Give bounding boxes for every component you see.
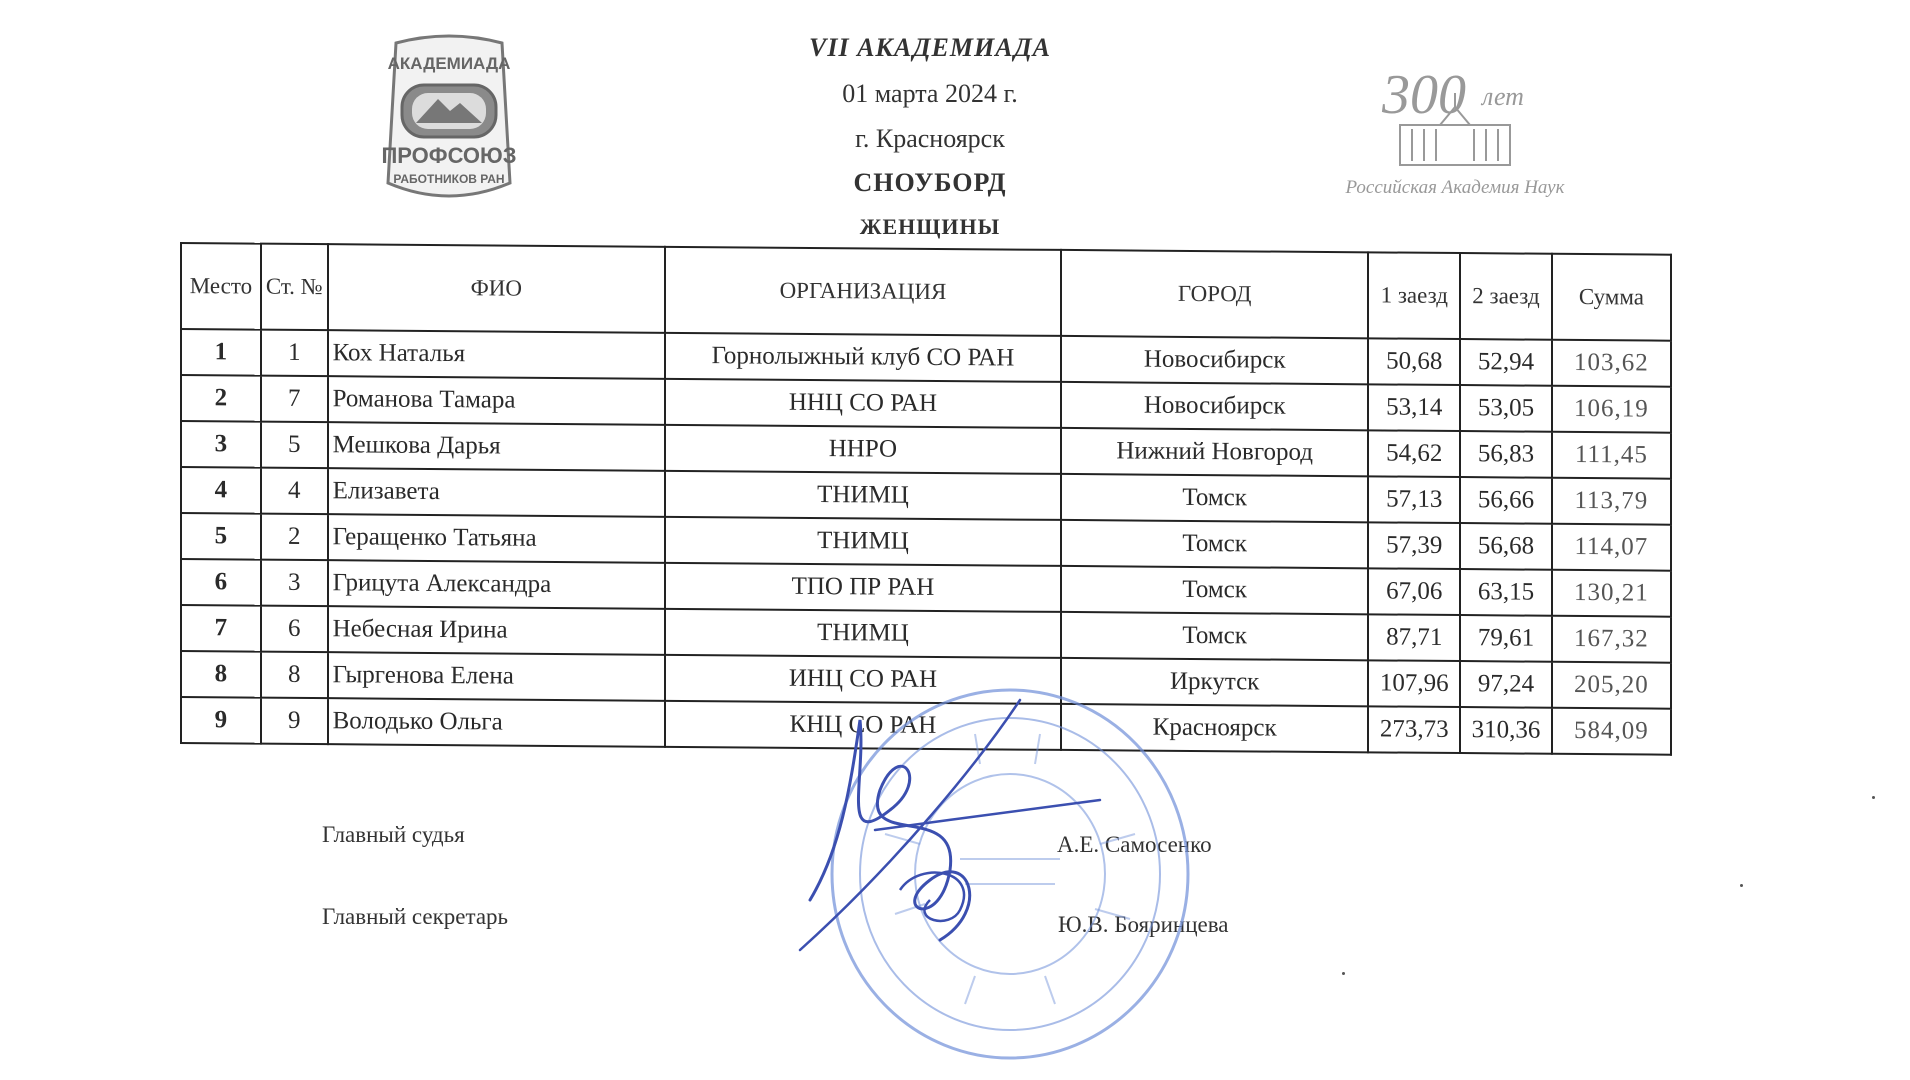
header-run2: 2 заезд [1460,253,1552,340]
cell-run2: 56,83 [1460,431,1552,478]
logo-top-text: АКАДЕМИАДА [387,54,511,73]
cell-name: Кох Наталья [328,330,665,379]
cell-org: ТНИМЦ [665,609,1061,658]
cell-sum: 106,19 [1552,386,1671,433]
cell-sum: 167,32 [1552,616,1671,663]
cell-org: КНЦ СО РАН [665,701,1061,750]
cell-city: Новосибирск [1061,382,1369,430]
cell-run2: 79,61 [1460,615,1552,662]
cell-sum: 111,45 [1552,432,1671,479]
cell-org: ТНИМЦ [665,517,1061,566]
cell-city: Томск [1061,612,1369,660]
cell-start-no: 6 [261,606,328,653]
cell-place: 3 [181,421,261,468]
cell-run1: 273,73 [1368,706,1460,753]
logo-bottom-text: РАБОТНИКОВ РАН [393,172,505,186]
cell-place: 8 [181,651,261,698]
cell-run1: 50,68 [1368,338,1460,385]
cell-name: Геращенко Татьяна [328,514,665,563]
cell-start-no: 9 [261,698,328,745]
akademiada-logo [376,33,522,205]
cell-org: ННРО [665,425,1061,474]
cell-city: Томск [1061,566,1369,614]
cell-sum: 103,62 [1552,340,1671,387]
cell-place: 9 [181,697,261,744]
signature-mark [780,680,1120,980]
cell-name: Грицута Александра [328,560,665,609]
logo-300-word: лет [1482,82,1524,111]
cell-run2: 310,36 [1460,707,1552,754]
scan-speck [1872,796,1875,799]
cell-place: 1 [181,329,261,376]
header-city: ГОРОД [1061,250,1369,338]
cell-sum: 584,09 [1552,708,1671,755]
ras-300-logo [1320,55,1590,205]
cell-start-no: 7 [261,376,328,423]
cell-run2: 56,66 [1460,477,1552,524]
chief-secretary-name: Ю.В. Бояринцева [1058,912,1229,937]
cell-org: ТПО ПР РАН [665,563,1061,612]
cell-city: Новосибирск [1061,336,1369,384]
cell-place: 6 [181,559,261,606]
results-table [180,242,1672,756]
cell-start-no: 3 [261,560,328,607]
header-org: ОРГАНИЗАЦИЯ [665,247,1061,336]
cell-city: Нижний Новгород [1061,428,1369,476]
cell-org: ТНИМЦ [665,471,1061,520]
sport-title: СНОУБОРД [853,168,1007,197]
cell-name: Мешкова Дарья [328,422,665,471]
cell-run1: 107,96 [1368,660,1460,707]
cell-run1: 53,14 [1368,384,1460,431]
cell-run2: 56,68 [1460,523,1552,570]
event-title: VII АКАДЕМИАДА [808,33,1052,62]
cell-city: Красноярск [1061,704,1369,752]
cell-name: Володько Ольга [328,698,665,747]
event-date: 01 марта 2024 г. [842,79,1018,108]
cell-start-no: 5 [261,422,328,469]
chief-secretary-label: Главный секретарь [322,904,509,929]
chief-judge-label: Главный судья [322,822,465,847]
cell-place: 2 [181,375,261,422]
header-name: ФИО [328,244,665,333]
cell-city: Иркутск [1061,658,1369,706]
cell-place: 5 [181,513,261,560]
cell-place: 4 [181,467,261,514]
cell-run2: 97,24 [1460,661,1552,708]
cell-run2: 63,15 [1460,569,1552,616]
cell-run2: 53,05 [1460,385,1552,432]
cell-start-no: 4 [261,468,328,515]
cell-sum: 130,21 [1552,570,1671,617]
cell-name: Елизавета [328,468,665,517]
cell-org: Горнолыжный клуб СО РАН [665,333,1061,382]
cell-run2: 52,94 [1460,339,1552,386]
logo-mid-text: ПРОФСОЮЗ [381,143,517,168]
cell-run1: 57,13 [1368,476,1460,523]
cell-org: ИНЦ СО РАН [665,655,1061,704]
cell-run1: 57,39 [1368,522,1460,569]
header-sum: Сумма [1552,254,1671,341]
header-place: Место [181,243,261,330]
cell-city: Томск [1061,520,1369,568]
cell-sum: 205,20 [1552,662,1671,709]
cell-name: Небесная Ирина [328,606,665,655]
cell-start-no: 1 [261,330,328,377]
cell-place: 7 [181,605,261,652]
cell-name: Романова Тамара [328,376,665,425]
cell-run1: 54,62 [1368,430,1460,477]
table-header-row [181,243,1671,341]
cell-run1: 87,71 [1368,614,1460,661]
header-run1: 1 заезд [1368,252,1460,339]
chief-judge-name: А.Е. Самосенко [1057,832,1212,857]
cell-name: Гыргенова Елена [328,652,665,701]
cell-org: ННЦ СО РАН [665,379,1061,428]
logo-300-number: 300 [1382,64,1466,126]
category-title: ЖЕНЩИНЫ [859,214,1001,239]
cell-run1: 67,06 [1368,568,1460,615]
logo-300-caption: Российская Академия Наук [1345,177,1565,198]
header-start-no: Ст. № [261,244,328,331]
scan-speck [1740,884,1743,887]
scan-speck [1342,972,1345,975]
event-city: г. Красноярск [855,124,1005,153]
cell-sum: 114,07 [1552,524,1671,571]
cell-sum: 113,79 [1552,478,1671,525]
cell-start-no: 2 [261,514,328,561]
cell-city: Томск [1061,474,1369,522]
cell-start-no: 8 [261,652,328,699]
